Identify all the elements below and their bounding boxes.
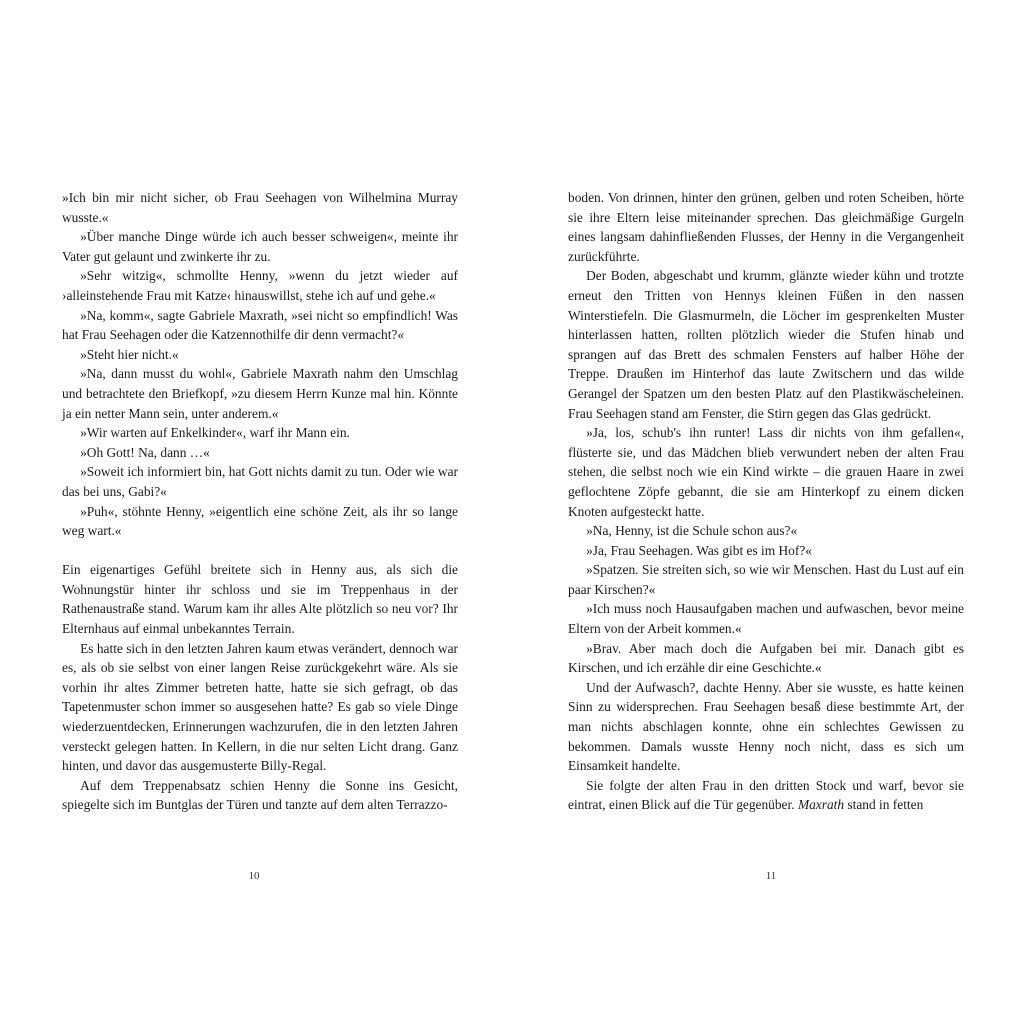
paragraph: »Ja, Frau Seehagen. Was gibt es im Hof?« bbox=[586, 542, 812, 558]
paragraph: Auf dem Treppenabsatz schien Henny die Sonne ins Gesicht, spiegelte sich im Buntglas der Türen und tanzte auf dem alten Terrazzo- bbox=[62, 777, 458, 813]
paragraph: Ein eigenartiges Gefühl breitete sich in Henny aus, als sich die Wohnungstür hinter ihr schloss und sie im Treppenhaus in der Rathenaustraße stand. Warum kam ihr alles Alte plötzlich so neu vor? Ihr Elternhaus auf einmal unbekanntes Terrain. bbox=[62, 562, 458, 637]
page-number-left: 10 bbox=[248, 870, 260, 882]
paragraph: »Na, komm«, sagte Gabriele Maxrath, »sei nicht so empfindlich! Was hat Frau Seehagen oder die Katzennothilfe dir denn vermacht?« bbox=[62, 307, 458, 343]
left-page-text bbox=[62, 188, 458, 815]
paragraph bbox=[568, 776, 964, 815]
paragraph: »Puh«, stöhnte Henny, »eigentlich eine schöne Zeit, als ihr so lange weg wart.« bbox=[62, 503, 458, 539]
italic-name: Maxrath bbox=[797, 797, 845, 813]
paragraph-tail: stand in fetten bbox=[844, 797, 924, 813]
paragraph: »Soweit ich informiert bin, hat Gott nichts damit zu tun. Oder wie war das bei uns, Gabi?« bbox=[62, 464, 458, 499]
right-page-text bbox=[568, 188, 964, 815]
paragraph: »Ja, los, schub's ihn runter! Lass dir nichts von ihm gefallen«, flüsterte sie, und das Mädchen blieb verwundert neben der alten Frau stehen, die selbst noch wie ein Kind wirkte – die grauen Haare in zwei geflochtene Zöpfe gebannt, die sie am Hinterkopf zu einem dicken Knoten aufgesteckt hatte. bbox=[568, 425, 964, 519]
paragraph: »Brav. Aber mach doch die Aufgaben bei mir. Danach gibt es Kirschen, und ich erzähle dir eine Geschichte.« bbox=[568, 640, 964, 676]
paragraph: Der Boden, abgeschabt und krumm, glänzte wieder kühn und trotzte erneut den Tritten von Hennys kleinen Füßen in den nassen Winterstiefeln. Die Glasmurmeln, die Löcher im gesprenkelten Muster hinterlassen hatten, rollten plötzlich wieder die Stufen hinab und sprangen auf das Brett des schmalen Fensters auf halber Höhe der Treppe. Draußen im Hinterhof das laute Zwitschern und das wilde Gerangel der Spatzen um den besten Platz auf den Plastikwäscheleinen. Frau Seehagen stand am Fenster, die Stirn gegen das Glas gedrückt. bbox=[568, 268, 964, 421]
paragraph: »Ich bin mir nicht sicher, ob Frau Seehagen von Wilhelmina Murray wusste.« bbox=[62, 190, 458, 225]
page-number-right: 11 bbox=[765, 870, 777, 882]
paragraph: »Ich muss noch Hausaufgaben machen und aufwaschen, bevor meine Eltern von der Arbeit kommen.« bbox=[568, 601, 964, 637]
paragraph: »Na, dann musst du wohl«, Gabriele Maxrath nahm den Umschlag und betrachtete den Briefkopf, »zu diesem Herrn Kunze mal hin. Könnte ja ein netter Mann sein, unter anderem.« bbox=[62, 366, 458, 421]
paragraph: »Sehr witzig«, schmollte Henny, »wenn du jetzt wieder auf ›alleinstehende Frau mit Katze‹ hinauswillst, stehe ich auf und gehe.« bbox=[62, 268, 458, 303]
paragraph: »Na, Henny, ist die Schule schon aus?« bbox=[586, 523, 798, 539]
paragraph: »Oh Gott! Na, dann …« bbox=[80, 444, 210, 460]
paragraph: »Steht hier nicht.« bbox=[80, 346, 179, 362]
paragraph: »Spatzen. Sie streiten sich, so wie wir Menschen. Hast du Lust auf ein paar Kirschen?« bbox=[568, 562, 964, 597]
paragraph: Es hatte sich in den letzten Jahren kaum etwas verändert, dennoch war es, als ob sie selbst von einer langen Reise zurückgekehrt wäre. Als sie vorhin ihr altes Zimmer betreten hatte, hatte sie sich gefragt, ob das Tapetenmuster schon immer so ausgesehen hatte? Es gab so viele Dinge wiederzuentdecken, Erinnerungen wachzurufen, die in den letzten Jahren versteckt gelegen hatten. In Kellern, in die nur selten Licht drang. Ganz hinten, und davor das ausgemusterte Billy-Regal. bbox=[62, 640, 458, 774]
paragraph: »Über manche Dinge würde ich auch besser schweigen«, meinte ihr Vater gut gelaunt und zwinkerte ihr zu. bbox=[62, 229, 458, 264]
paragraph: boden. Von drinnen, hinter den grünen, gelben und roten Scheiben, hörte sie ihre Eltern leise miteinander sprechen. Das gleichmäßige Gurgeln eines langsam dahinfließenden Flusses, der Henny in die Vergangenheit zurückführte. bbox=[568, 190, 964, 264]
paragraph: Und der Aufwasch?, dachte Henny. Aber sie wusste, es hatte keinen Sinn zu widersprechen. Frau Seehagen besaß diese bestimmte Art, der man nichts abschlagen konnte, ohne ein schlechtes Gewissen zu bekommen. Damals wusste Henny noch nicht, dass es sich um Einsamkeit handelte. bbox=[568, 679, 964, 774]
paragraph-text: Sie folgte der alten Frau in den dritten Stock und warf, bevor sie eintrat, einen Blick auf die Tür gegenüber. bbox=[568, 777, 964, 813]
paragraph: »Wir warten auf Enkelkinder«, warf ihr Mann ein. bbox=[80, 425, 350, 441]
